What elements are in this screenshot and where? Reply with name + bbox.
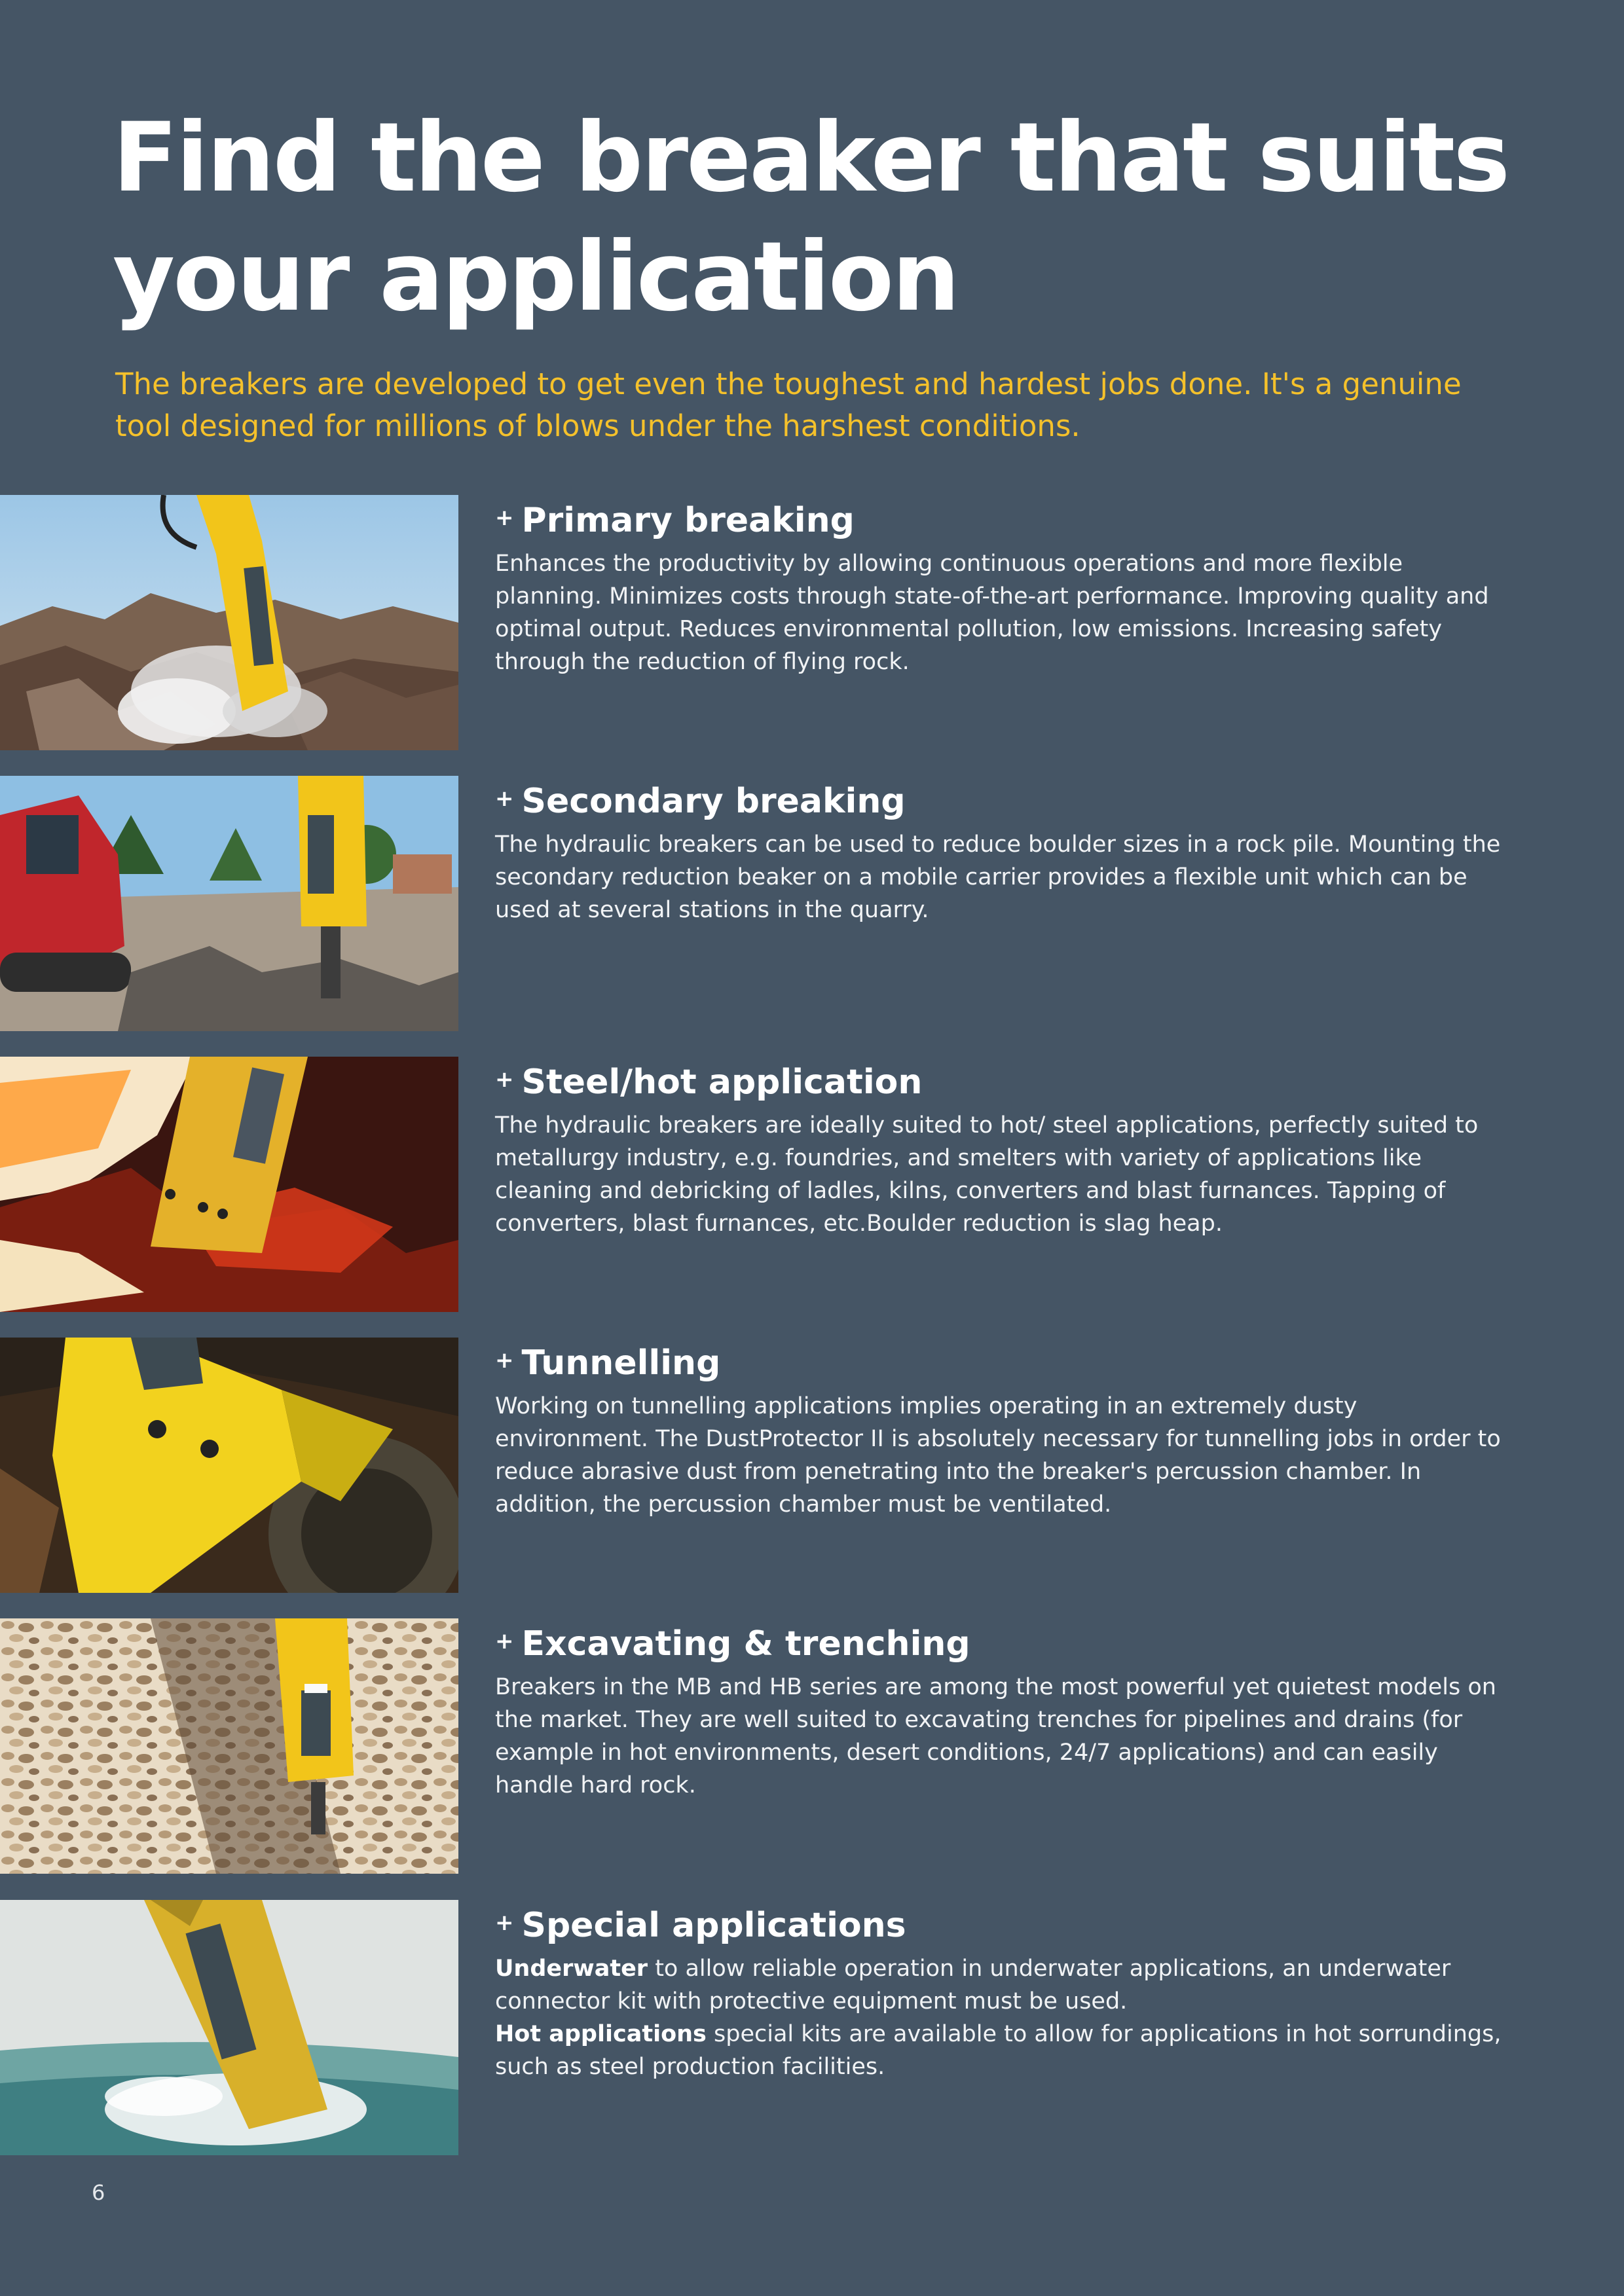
section-special-applications	[0, 1900, 1624, 2155]
section-body: The hydraulic breakers are ideally suited to hot/ steel applications, perfectly suited to metallurgy industry, e.g. foundries, and smelters with variety of applications like cleaning and debricking of ladles, kilns, converters and blast furnances. Tapping of converters, blast furnances, etc.Boulder reduction is slag heap.	[495, 1112, 1479, 1237]
section-tunnelling	[0, 1338, 1624, 1593]
section-title	[495, 1338, 720, 1386]
plus-icon: +	[495, 505, 514, 531]
underwater-label: Underwater	[495, 1956, 648, 1982]
plus-icon: +	[495, 1628, 514, 1654]
hot-applications-label: Hot applications	[495, 2021, 707, 2047]
section-title	[495, 776, 906, 824]
page-title-line-2: your application	[113, 221, 959, 333]
section-title	[495, 1900, 906, 1948]
page-title	[113, 98, 1553, 337]
page-title-line-1: Find the breaker that suits	[113, 102, 1509, 213]
hot-applications-text: special kits are available to allow for applications in hot sorrundings, such as steel production facilities.	[495, 2021, 1502, 2080]
plus-icon: +	[495, 1910, 514, 1936]
section-title-text: Secondary breaking	[521, 782, 906, 821]
excavating-trenching-photo	[0, 1618, 458, 1874]
section-body	[495, 1952, 1517, 2083]
intro-text: The breakers are developed to get even the toughest and hardest jobs done. It's a genuine tool designed for millions of blows under the harshest conditions.	[115, 367, 1462, 443]
section-title	[495, 1057, 922, 1105]
section-body: The hydraulic breakers can be used to reduce boulder sizes in a rock pile. Mounting the secondary reduction beaker on a mobile carrier provides a flexible unit which can be used at several stations in the quarry.	[495, 831, 1501, 923]
section-body: Breakers in the MB and HB series are among the most powerful yet quietest models on the market. They are well suited to excavating trenches for pipelines and drains (for example in hot environments, desert conditions, 24/7 applications) and can easily handle hard rock.	[495, 1674, 1496, 1798]
plus-icon: +	[495, 786, 514, 812]
section-steel-hot-application	[0, 1057, 1624, 1312]
section-title	[495, 1618, 970, 1667]
tunnelling-photo	[0, 1338, 458, 1593]
primary-breaking-photo	[0, 495, 458, 750]
section-title-text: Special applications	[521, 1906, 906, 1945]
underwater-text: to allow reliable operation in underwater applications, an underwater connector kit with protective equipment must be used.	[495, 1956, 1451, 2014]
section-title-text: Excavating & trenching	[521, 1624, 970, 1664]
section-title-text: Tunnelling	[521, 1343, 721, 1383]
section-excavating-trenching	[0, 1618, 1624, 1874]
section-body: Enhances the productivity by allowing continuous operations and more flexible planning. Minimizes costs through state-of-the-art performance. Improving quality and optimal output. Reduces environmental pollution, low emissions. Increasing safety through the reduction of flying rock.	[495, 551, 1489, 675]
section-title	[495, 495, 855, 543]
page-number: 6	[92, 2180, 105, 2205]
steel-hot-application-photo	[0, 1057, 458, 1312]
section-title-text: Steel/hot application	[521, 1063, 923, 1102]
section-primary-breaking	[0, 495, 1624, 750]
section-title-text: Primary breaking	[521, 501, 855, 540]
plus-icon: +	[495, 1347, 514, 1374]
special-applications-photo	[0, 1900, 458, 2155]
section-secondary-breaking	[0, 776, 1624, 1031]
secondary-breaking-photo	[0, 776, 458, 1031]
section-body: Working on tunnelling applications implies operating in an extremely dusty environment. The DustProtector II is absolutely necessary for tunnelling jobs in order to reduce abrasive dust from penetrating into the breaker's percussion chamber. In addition, the percussion chamber must be ventilated.	[495, 1393, 1501, 1518]
plus-icon: +	[495, 1066, 514, 1093]
